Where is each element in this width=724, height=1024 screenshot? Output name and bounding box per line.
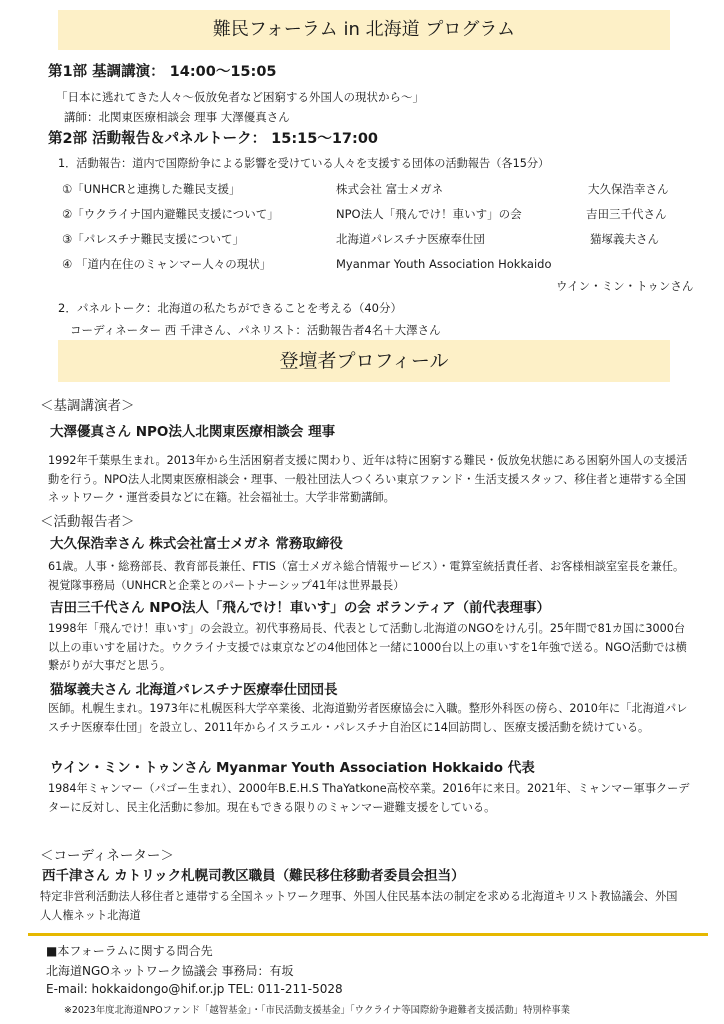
reporter-4-name: ウイン・ミン・トゥンさん Myanmar Youth Association Hokkaido 代表: [50, 760, 535, 776]
report-2-title: ②「ウクライナ国内避難民支援について」: [62, 207, 279, 221]
part1-speaker: 講師：北関東医療相談会 理事 大澤優真さん: [64, 110, 290, 124]
report-1-title: ①「UNHCRと連携した難民支援」: [62, 182, 241, 196]
report-4-person: ウイン・ミン・トゥンさん: [556, 279, 694, 293]
contact-heading: ■本フォーラムに関する問合先: [46, 944, 213, 958]
reporter-2-name: 吉田三千代さん NPO法人「飛んでけ！車いす」の会 ボランティア（前代表理事）: [50, 600, 550, 616]
report-3-person: 猫塚義夫さん: [590, 232, 659, 246]
report-3-org: 北海道パレスチナ医療奉仕団: [336, 232, 485, 246]
report-4-org: Myanmar Youth Association Hokkaido: [336, 257, 552, 271]
report-3-title: ③「パレスチナ難民支援について」: [62, 232, 245, 246]
reporter-1-name: 大久保浩幸さん 株式会社富士メガネ 常務取締役: [50, 536, 343, 552]
keynote-bio: 1992年千葉県生まれ。2013年から生活困窮者支援に関わり、近年は特に困窮する難民・仮放免状態にある困窮外国人の支援活動を行う。NPO法人北関東医療相談会・理事、一般社団法人つくろい東京ファンド・生活支援スタッフ、移住者と連帯する全国ネットワーク・運営委員などに在籍。社会福祉士。大学非常勤講師。: [48, 454, 688, 504]
reporter-4-bio: 1984年ミャンマー（パゴー生まれ）、2000年B.E.H.S ThaYatkone高校卒業。2016年に来日。2021年、ミャンマー軍事クーデターに反対し、民主化活動に参加。現在もできる限りのミャンマー避難支援をしている。: [48, 782, 690, 814]
program-banner: [58, 10, 670, 50]
footer-divider: [28, 933, 708, 936]
coordinator-bio: 特定非営利活動法人移住者と連帯する全国ネットワーク理事、外国人住民基本法の制定を求める北海道キリスト教協議会、外国人人権ネット北海道: [40, 890, 678, 922]
report-4-title: ④ 「道内在住のミャンマー人々の現状」: [62, 257, 272, 271]
panel-members: コーディネーター 西 千津さん、パネリスト：活動報告者4名＋大澤さん: [70, 323, 441, 337]
part1-title: 第1部 基調講演： 14:00〜15:05: [48, 64, 277, 80]
coordinator-label: ＜コーディネーター＞: [40, 848, 174, 864]
reporter-3-bio: 医師。札幌生まれ。1973年に札幌医科大学卒業後、北海道勤労者医療協会に入職。整形外科医の傍ら、2010年に「北海道パレスチナ医療奉仕団」を設立し、2011年からイスラエル・パレスチナ自治区に14回訪問し、医療支援活動を続けている。: [48, 702, 688, 734]
report-intro: 1．活動報告：道内で国際紛争による影響を受けている人々を支援する団体の活動報告（各15分）: [58, 157, 550, 170]
report-2-org: NPO法人「飛んでけ！車いす」の会: [336, 207, 522, 221]
report-1-org: 株式会社 富士メガネ: [336, 182, 444, 196]
report-2-person: 吉田三千代さん: [586, 207, 667, 221]
profile-banner: [58, 340, 670, 382]
program-banner-title: 難民フォーラム in 北海道 プログラム: [212, 19, 516, 40]
report-1-person: 大久保浩幸さん: [588, 182, 669, 196]
reporters-label: ＜活動報告者＞: [40, 514, 135, 530]
panel-title: 2．パネルトーク：北海道の私たちができることを考える（40分）: [58, 301, 402, 315]
coordinator-name: 西千津さん カトリック札幌司教区職員（難民移住移動者委員会担当）: [42, 868, 465, 884]
keynote-name: 大澤優真さん NPO法人北関東医療相談会 理事: [50, 424, 336, 440]
part2-title: 第2部 活動報告＆パネルトーク： 15:15〜17:00: [48, 131, 378, 147]
profile-banner-title: 登壇者プロフィール: [279, 350, 449, 372]
reporter-1-bio: 61歳。人事・総務部長、教育部長兼任、FTIS（富士メガネ総合情報サービス）・電算室統括責任者、お客様相談室室長を兼任。視覚隊事務局（UNHCRと企業とのパートナーシップ41年は世界最長）: [48, 560, 685, 592]
contact-note: ※2023年度北海道NPOファンド「越智基金」・「市民活動支援基金」「ウクライナ等国際紛争避難者支援活動」特別枠事業: [64, 1005, 570, 1016]
reporter-2-bio: 1998年「飛んでけ！車いす」の会設立。初代事務局長、代表として活動し北海道のNGOをけん引。25年間で81カ国に3000台以上の車いすを届けた。ウクライナ支援では東京などの4他団体と一緒に1000台以上の車いすを1年強で送る。NGO活動では横繋がりが大事だと思う。: [48, 622, 687, 672]
keynote-label: ＜基調講演者＞: [40, 398, 135, 414]
contact-email-tel: E-mail: hokkaidongo@hif.or.jp TEL: 011-211-5028: [46, 982, 343, 996]
contact-org: 北海道NGOネットワーク協議会 事務局：有坂: [46, 964, 294, 978]
reporter-3-name: 猫塚義夫さん 北海道パレスチナ医療奉仕団団長: [50, 682, 338, 698]
part1-theme: 「日本に逃れてきた人々〜仮放免者など困窮する外国人の現状から〜」: [56, 90, 424, 104]
